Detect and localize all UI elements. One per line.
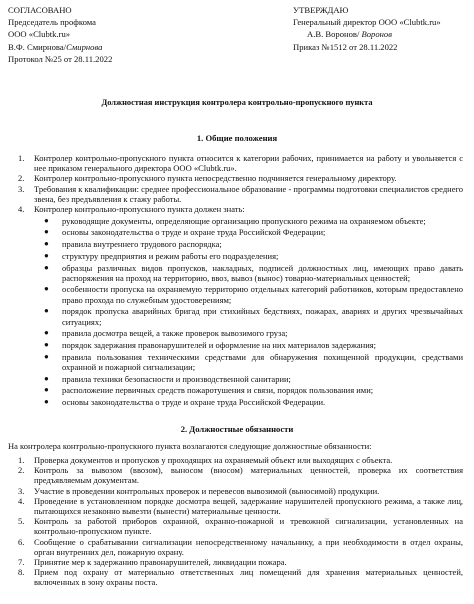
section-title-general: 1. Общие положения <box>196 133 278 143</box>
knowledge-item: ● порядок пропуска аварийных бригад при стихийных бедствиях, пожарах, авариях и других чрезвычайных ситуациях; <box>44 306 463 327</box>
list-item: 3. Участие в проведении контрольных проверок и перевесов вывозимой (выносимой) продукции. <box>18 485 380 496</box>
approval-header <box>8 4 466 80</box>
agreed-organization: ООО «Clubtk.ru» <box>8 29 71 40</box>
duties-intro: На контролера контрольно-пропускного пункта возлагаются следующие должностные обязанности: <box>8 441 372 451</box>
knowledge-item: ● основы законодательства о труде и охране труда Российской Федерации; <box>44 227 326 238</box>
list-item: 5. Контроль за работой приборов охранной, охранно-пожарной и тревожной сигнализации, установленных на контрольно-пропускном пункте. <box>18 516 463 537</box>
bullet-icon: ● <box>44 284 49 294</box>
approve-name: А.В. Воронов/ <box>307 29 360 40</box>
knowledge-item: ● правила досмотра вещей, а также проверок вывозимого груза; <box>44 328 288 339</box>
list-item: 1. Проверка документов и пропусков у проходящих на охраняемый объект или выходящих с объекта. <box>18 455 393 465</box>
list-item: 2. Контролер контрольно-пропускного пункта непосредственно подчиняется генеральному директору. <box>18 173 397 184</box>
agreed-position: Председатель профкома <box>8 17 96 28</box>
bullet-icon: ● <box>44 328 49 338</box>
order-reference: Приказ №1512 от 28.11.2022 <box>293 41 398 52</box>
protocol-reference: Протокол №25 от 28.11.2022 <box>8 53 113 64</box>
list-item: 6. Сообщение о срабатывании сигнализации непосредственному начальнику, а при необходимости в отдел охраны, орган внутренних дел, пожарную охрану. <box>18 536 463 557</box>
bullet-icon: ● <box>44 351 49 361</box>
bullet-icon: ● <box>44 262 49 272</box>
knowledge-item: ● правила внутреннего трудового распорядка; <box>44 239 222 250</box>
list-item: 4. Контролер контрольно-пропускного пункта должен знать: <box>18 204 245 215</box>
approve-position: Генеральный директор ООО «Clubtk.ru» <box>293 17 441 28</box>
approve-block <box>293 4 474 53</box>
bullet-icon: ● <box>44 396 49 406</box>
list-item: 1. Контролер контрольно-пропускного пункта относится к категории рабочих, принимается на работу и увольняется с нее приказом генерального директора ООО «Clubtk.ru». <box>18 153 463 174</box>
bullet-icon: ● <box>44 385 49 395</box>
bullet-icon: ● <box>44 339 49 349</box>
agreed-label: СОГЛАСОВАНО <box>8 5 72 15</box>
approve-label: УТВЕРЖДАЮ <box>293 5 349 15</box>
bullet-icon: ● <box>44 250 49 260</box>
bullet-icon: ● <box>44 239 49 249</box>
knowledge-item: ● структуру предприятия и режим работы его подразделения; <box>44 250 279 261</box>
duties-list <box>18 455 463 588</box>
bullet-icon: ● <box>44 227 49 237</box>
knowledge-item: ● руководящие документы, определяющие организацию пропускного режима на охраняемом объекте; <box>44 215 426 226</box>
list-item: 4. Проведение в установленном порядке досмотра вещей, задержание нарушителей пропускного режима, а также лиц, пытающихся незаконно вывезти (вынести) материальные ценности. <box>18 495 463 517</box>
knowledge-item: ● основы законодательства о труде и охране труда Российской Федерации. <box>44 396 326 407</box>
knowledge-item: ● правила пользования техническими средствами для обнаружения похищенной продукции, средствами охранной и пожарной сигнализации; <box>44 351 463 372</box>
list-item: 3. Требования к квалификации: среднее профессиональное образование - программы подготовки специалистов среднего звена, без предъявления к стажу работы. <box>18 183 463 204</box>
agreed-name: В.Ф. Смирнова/ <box>8 41 67 52</box>
knowledge-item: ● расположение первичных средств пожаротушения и связи, порядок пользования ими; <box>44 385 374 396</box>
general-provisions-list <box>18 153 463 407</box>
bullet-icon: ● <box>44 306 49 316</box>
bullet-icon: ● <box>44 373 49 383</box>
knowledge-item: ● правила техники безопасности и производственной санитарии; <box>44 373 291 384</box>
section-title-duties: 2. Должностные обязанности <box>180 424 294 434</box>
knowledge-item: ● особенности пропуска на охраняемую территорию отдельных категорий работников, которым предоставлено право прохода по служебным удостоверениям; <box>44 284 463 305</box>
knowledge-item: ● порядок задержания правонарушителей и оформление на них материалов задержания; <box>44 339 377 350</box>
bullet-icon: ● <box>44 215 49 225</box>
approve-signature: Воронов <box>361 29 392 40</box>
knowledge-item: ● образцы различных видов пропусков, накладных, подписей должностных лиц, имеющих право давать распоряжения на проход на территорию, ввоз, вывоз (вынос) товарно-материальных ценностей; <box>44 262 463 283</box>
list-item: 7. Принятие мер к задержанию правонарушителей, ликвидации пожара. <box>18 557 287 568</box>
agreed-signature: Смирнова <box>66 41 103 52</box>
list-item: 2. Контроль за вывозом (ввозом), выносом (вносом) материальных ценностей, проверка их соответствия предъявляемым документам. <box>18 465 463 486</box>
list-item: 8. Прием под охрану от материально ответственных лиц помещений для хранения материальных ценностей, включенных в зону охраны поста. <box>18 567 463 588</box>
document-title: Должностная инструкция контролера контрольно-пропускного пункта <box>101 98 373 107</box>
approve-signature-line <box>293 28 474 40</box>
agreed-signature-line <box>8 41 268 53</box>
agreed-block <box>8 4 268 65</box>
